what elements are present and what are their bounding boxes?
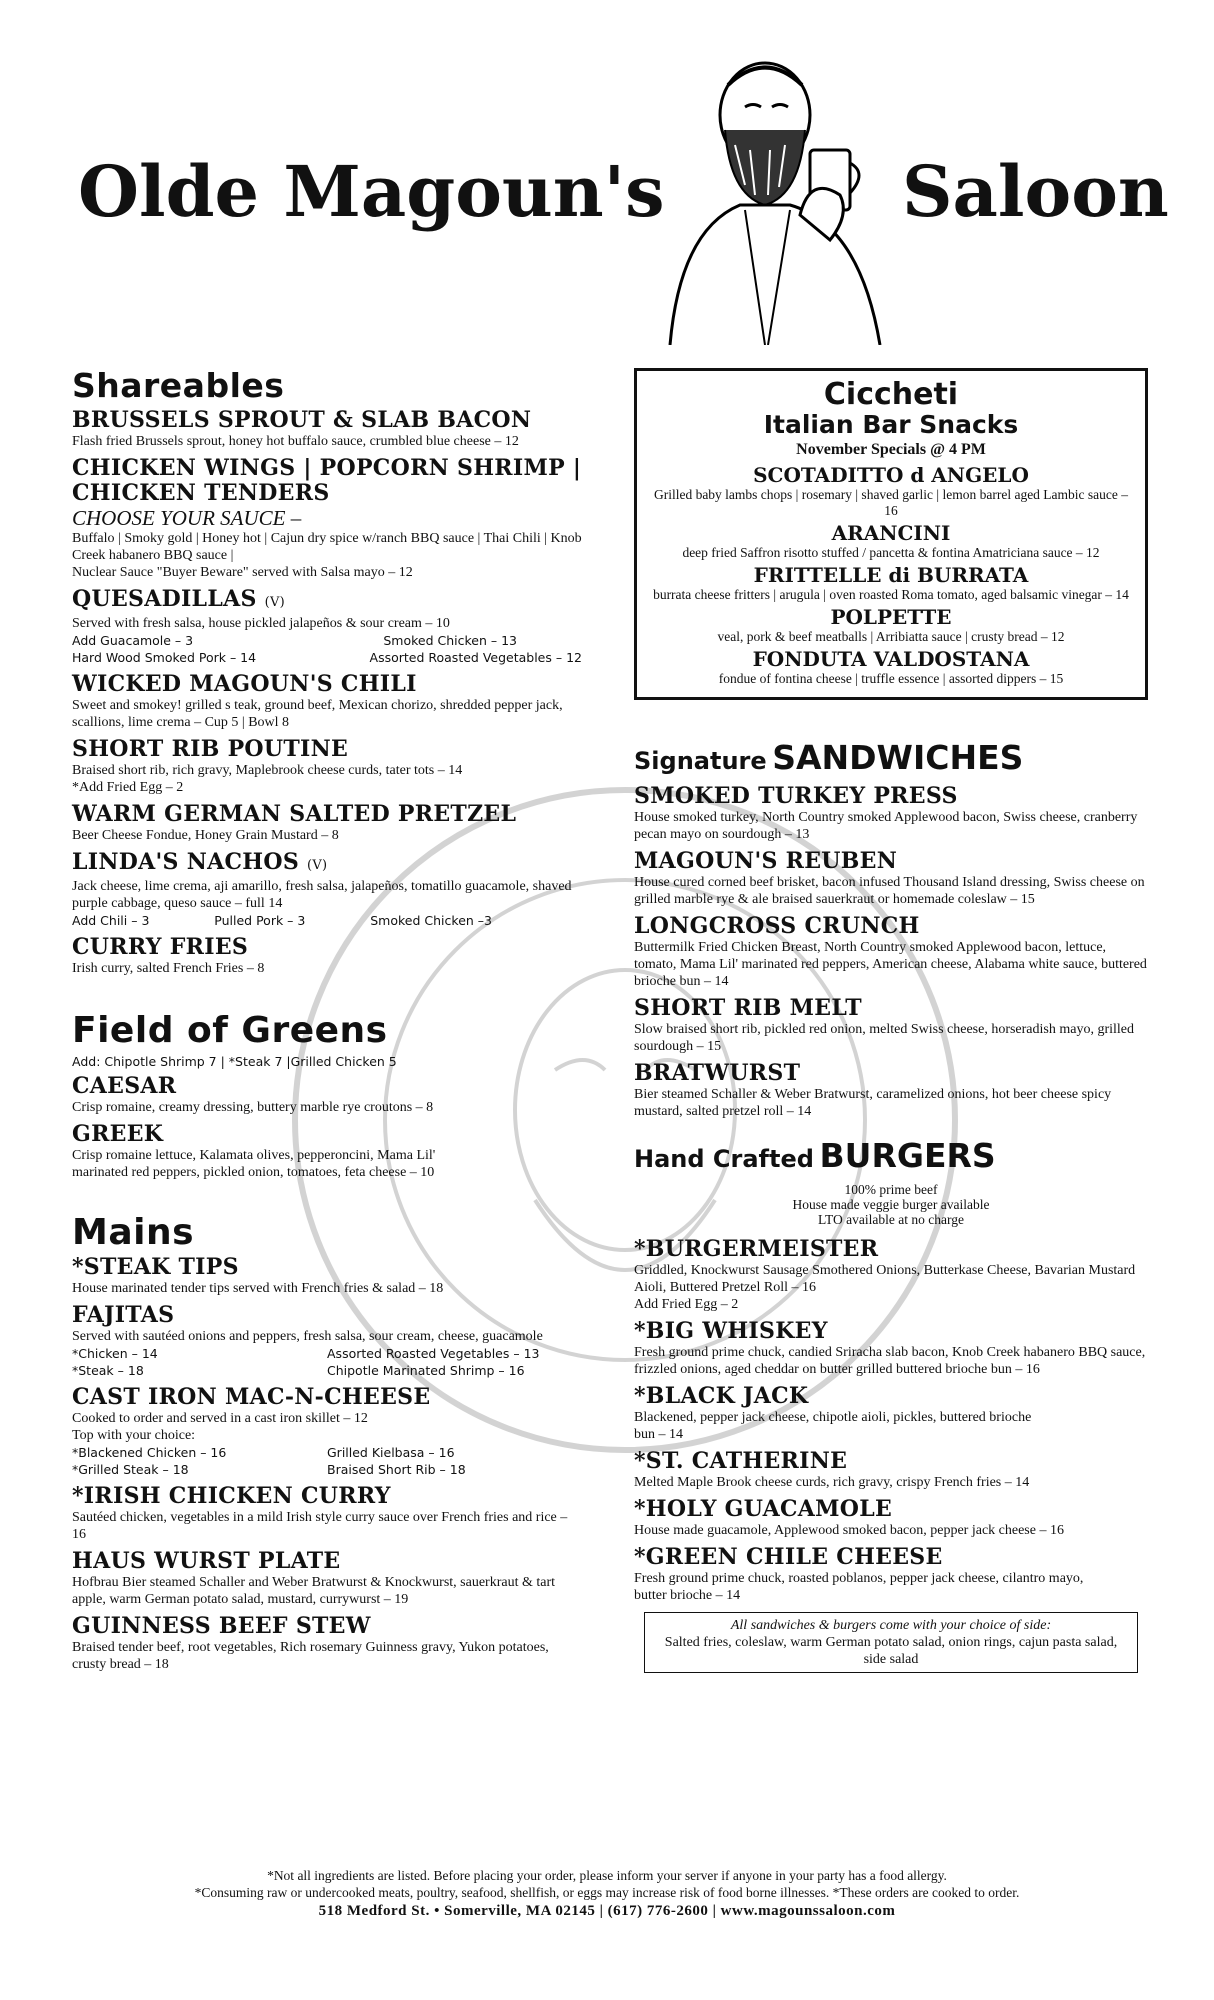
cicchetti-special: November Specials @ 4 PM — [796, 441, 986, 458]
menu-item — [72, 587, 582, 666]
option: Chipotle Marinated Shrimp – 16 — [327, 1363, 525, 1378]
menu-item — [72, 1255, 582, 1297]
item-desc: Braised short rib, rich gravy, Maplebrook cheese curds, tater tots – 14 — [72, 763, 463, 778]
option: *Chicken – 14 — [72, 1346, 158, 1361]
menu-item — [634, 914, 1148, 990]
item-name: *GREEN CHILE CHEESE — [634, 1544, 943, 1570]
item-name: CURRY FRIES — [72, 934, 249, 960]
item-name: HAUS WURST PLATE — [72, 1548, 341, 1574]
vegetarian-tag: (V) — [307, 858, 328, 873]
item-desc: Fresh ground prime chuck, roasted poblanos, pepper jack cheese, cilantro mayo, butter brioche – 14 — [634, 1571, 1084, 1603]
item-desc: Jack cheese, lime crema, aji amarillo, fresh salsa, jalapeños, tomatillo guacamole, shaved purple cabbage, queso sauce – full 14 — [72, 879, 572, 911]
item-name: *BLACK JACK — [634, 1383, 809, 1409]
addon: Add Chili – 3 — [72, 913, 150, 928]
left-column — [72, 368, 582, 1679]
menu-item — [72, 1385, 582, 1478]
item-desc: Irish curry, salted French Fries – 8 — [72, 961, 265, 976]
menu-item — [72, 672, 582, 731]
item-desc: Grilled baby lambs chops | rosemary | shaved garlic | lemon barrel aged Lambic sauce – 16 — [653, 487, 1129, 518]
addon: *Add Fried Egg – 2 — [72, 780, 184, 795]
item-desc: Blackened, pepper jack cheese, chipotle aioli, pickles, buttered brioche bun – 14 — [634, 1410, 1032, 1442]
item-desc: veal, pork & beef meatballs | Arribiatta sauce | crusty bread – 12 — [717, 629, 1065, 644]
sandwiches-title-small: Signature — [634, 747, 767, 775]
mains-title: Mains — [72, 1212, 195, 1253]
menu-item — [634, 1497, 1148, 1539]
option: *Steak – 18 — [72, 1363, 144, 1378]
shareables-title: Shareables — [72, 366, 285, 405]
item-name: BRUSSELS SPROUT & SLAB BACON — [72, 407, 532, 433]
item-desc: Slow braised short rib, pickled red onion, melted Swiss cheese, horseradish mayo, grilled sourdough – 15 — [634, 1022, 1135, 1054]
raw-food-notice: *Consuming raw or undercooked meats, poultry, seafood, shellfish, or eggs may increase risk of food borne illnesses. *These orders are cooked to order. — [194, 1885, 1020, 1900]
menu-item — [72, 408, 582, 450]
item-name: *HOLY GUACAMOLE — [634, 1496, 893, 1522]
item-name: FAJITAS — [72, 1302, 175, 1328]
sauce-list: Buffalo | Smoky gold | Honey hot | Cajun dry spice w/ranch BBQ sauce | Thai Chili | Knob Creek habanero BBQ sauce | — [72, 531, 582, 563]
option: *Blackened Chicken – 16 — [72, 1445, 227, 1460]
item-desc: deep fried Saffron risotto stuffed / pancetta & fontina Amatriciana sauce – 12 — [682, 545, 1100, 560]
logo-title-right: Saloon — [902, 150, 1169, 233]
item-desc: Melted Maple Brook cheese curds, rich gravy, crispy French fries – 14 — [634, 1475, 1030, 1490]
item-name: WICKED MAGOUN'S CHILI — [72, 671, 417, 697]
item-desc: Braised tender beef, root vegetables, Rich rosemary Guinness gravy, Yukon potatoes, crusty bread – 18 — [72, 1640, 549, 1672]
item-name: CAESAR — [72, 1073, 177, 1099]
menu-item — [72, 1614, 582, 1673]
menu-item — [72, 1122, 582, 1181]
item-name: *STEAK TIPS — [72, 1254, 239, 1280]
item-desc: House cured corned beef brisket, bacon infused Thousand Island dressing, Swiss cheese on grilled marble rye & ale braised sauerkraut or homemade coleslaw – 15 — [634, 875, 1145, 907]
item-name: ARANCINI — [831, 521, 951, 545]
vegetarian-tag: (V) — [264, 595, 286, 610]
menu-item — [634, 1319, 1148, 1378]
item-name: SMOKED TURKEY PRESS — [634, 783, 958, 809]
menu-item — [634, 1061, 1148, 1120]
item-desc: House smoked turkey, North Country smoked Applewood bacon, Swiss cheese, cranberry pecan mayo on sourdough – 13 — [634, 810, 1138, 842]
addon: Add Fried Egg – 2 — [634, 1297, 739, 1312]
item-desc: Cooked to order and served in a cast iron skillet – 12 — [72, 1411, 368, 1426]
menu-item — [634, 784, 1148, 843]
right-column — [634, 368, 1148, 1673]
item-desc: House made guacamole, Applewood smoked bacon, pepper jack cheese – 16 — [634, 1523, 1064, 1538]
menu-item — [634, 849, 1148, 908]
item-desc: burrata cheese fritters | arugula | oven roasted Roma tomato, aged balsamic vinegar – 14 — [653, 587, 1129, 602]
option: Braised Short Rib – 18 — [327, 1462, 466, 1477]
addon: Assorted Roasted Vegetables – 12 — [369, 650, 582, 665]
cicchetti-box — [634, 368, 1148, 700]
nuclear-sauce: Nuclear Sauce "Buyer Beware" served with Salsa mayo – 12 — [72, 565, 413, 580]
menu-item — [634, 996, 1148, 1055]
item-name: SHORT RIB POUTINE — [72, 736, 349, 762]
addon: Smoked Chicken – 13 — [383, 633, 517, 648]
item-desc: Crisp romaine, creamy dressing, buttery marble rye croutons – 8 — [72, 1100, 434, 1115]
burgers-title-large: BURGERS — [819, 1136, 996, 1175]
addon: Add Guacamole – 3 — [72, 633, 194, 648]
menu-item — [72, 1484, 582, 1543]
menu-item — [634, 1384, 1148, 1443]
allergy-notice: *Not all ingredients are listed. Before placing your order, please inform your server if anyone in your party has a food allergy. — [267, 1868, 947, 1883]
item-desc: Sautéed chicken, vegetables in a mild Irish style curry sauce over French fries and rice – 16 — [72, 1510, 568, 1542]
item-name: WARM GERMAN SALTED PRETZEL — [72, 801, 517, 827]
sides-box — [644, 1612, 1138, 1673]
burgers-notes — [634, 1182, 1148, 1227]
item-name: SCOTADITTO d ANGELO — [753, 463, 1029, 487]
item-desc: Crisp romaine lettuce, Kalamata olives, pepperoncini, Mama Lil' marinated red peppers, pickled onion, tomatoes, feta cheese – 10 — [72, 1148, 436, 1180]
sandwiches-title-large: SANDWICHES — [772, 738, 1024, 777]
item-name: CAST IRON MAC-N-CHEESE — [72, 1384, 431, 1410]
item-name: CHICKEN WINGS | POPCORN SHRIMP | CHICKEN TENDERS — [72, 455, 582, 506]
cicchetti-subtitle: Italian Bar Snacks — [763, 410, 1019, 439]
item-desc: Served with sautéed onions and peppers, fresh salsa, sour cream, cheese, guacamole — [72, 1329, 543, 1344]
item-desc: Sweet and smokey! grilled s teak, ground beef, Mexican chorizo, shredded pepper jack, scallions, lime crema – Cup 5 | Bowl 8 — [72, 698, 563, 730]
menu-item — [72, 456, 582, 581]
item-name: GREEK — [72, 1121, 164, 1147]
address-line: 518 Medford St. • Somerville, MA 02145 | (617) 776-2600 | www.magounssaloon.com — [318, 1903, 896, 1919]
option: Assorted Roasted Vegetables – 13 — [327, 1346, 540, 1361]
addon: Pulled Pork – 3 — [214, 913, 306, 928]
menu-item — [72, 1549, 582, 1608]
item-desc: Hofbrau Bier steamed Schaller and Weber Bratwurst & Knockwurst, sauerkraut & tart apple, warm German potato salad, mustard, currywurst – 19 — [72, 1575, 556, 1607]
item-name: BRATWURST — [634, 1060, 801, 1086]
menu-item — [72, 1074, 582, 1116]
menu-item — [634, 1449, 1148, 1491]
item-desc: Buttermilk Fried Chicken Breast, North Country smoked Applewood bacon, lettuce, tomato, Mama Lil' marinated red peppers, American cheese, Alabama white sauce, buttered brioche bun – 14 — [634, 940, 1147, 989]
addon: Hard Wood Smoked Pork – 14 — [72, 650, 257, 665]
item-name: LONGCROSS CRUNCH — [634, 913, 920, 939]
item-desc: House marinated tender tips served with French fries & salad – 18 — [72, 1281, 444, 1296]
sauce-label: CHOOSE YOUR SAUCE – — [72, 506, 302, 530]
menu-item — [72, 737, 582, 796]
sandwiches-title — [634, 740, 1148, 782]
note: House made veggie burger available — [792, 1197, 990, 1212]
item-name: *BIG WHISKEY — [634, 1318, 828, 1344]
footer — [0, 1867, 1214, 1920]
menu-item — [634, 1237, 1148, 1313]
item-name: FONDUTA VALDOSTANA — [752, 647, 1030, 671]
burgers-title — [634, 1138, 1148, 1180]
item-name: LINDA'S NACHOS — [72, 849, 300, 875]
note: LTO available at no charge — [818, 1212, 964, 1227]
item-desc: Served with fresh salsa, house pickled jalapeños & sour cream – 10 — [72, 616, 450, 631]
menu-item — [72, 802, 582, 844]
item-desc: Flash fried Brussels sprout, honey hot buffalo sauce, crumbled blue cheese – 12 — [72, 434, 519, 449]
menu-item — [72, 850, 582, 929]
menu-item — [72, 935, 582, 977]
item-desc: Beer Cheese Fondue, Honey Grain Mustard – 8 — [72, 828, 339, 843]
bearded-man-drinking-icon — [650, 45, 900, 345]
menu-item — [634, 1545, 1148, 1604]
item-name: *IRISH CHICKEN CURRY — [72, 1483, 391, 1509]
cicchetti-title: Ciccheti — [823, 377, 959, 412]
menu-item — [72, 1303, 582, 1379]
option: *Grilled Steak – 18 — [72, 1462, 189, 1477]
sides-heading: All sandwiches & burgers come with your choice of side: — [730, 1618, 1052, 1633]
item-name: QUESADILLAS — [72, 586, 257, 612]
item-desc: Top with your choice: — [72, 1428, 196, 1443]
item-name: *ST. CATHERINE — [634, 1448, 848, 1474]
item-name: MAGOUN'S REUBEN — [634, 848, 898, 874]
note: 100% prime beef — [844, 1182, 938, 1197]
item-desc: Bier steamed Schaller & Weber Bratwurst, caramelized onions, hot beer cheese spicy mustard, salted pretzel roll – 14 — [634, 1087, 1112, 1119]
item-desc: Griddled, Knockwurst Sausage Smothered Onions, Butterkase Cheese, Bavarian Mustard Aioli, Buttered Pretzel Roll – 16 — [634, 1263, 1136, 1295]
item-desc: fondue of fontina cheese | truffle essence | assorted dippers – 15 — [718, 671, 1064, 686]
option: Grilled Kielbasa – 16 — [327, 1445, 455, 1460]
sides-list: Salted fries, coleslaw, warm German potato salad, onion rings, cajun pasta salad, side salad — [664, 1635, 1118, 1667]
item-name: POLPETTE — [830, 605, 952, 629]
greens-addons: Add: Chipotle Shrimp 7 | *Steak 7 |Grilled Chicken 5 — [72, 1054, 397, 1069]
burgers-title-small: Hand Crafted — [634, 1145, 814, 1173]
item-name: GUINNESS BEEF STEW — [72, 1613, 371, 1639]
item-desc: Fresh ground prime chuck, candied Sriracha slab bacon, Knob Creek habanero BBQ sauce, frizzled onions, aged cheddar on butter grilled buttered brioche bun – 16 — [634, 1345, 1146, 1377]
item-name: FRITTELLE di BURRATA — [753, 563, 1029, 587]
greens-title: Field of Greens — [72, 1010, 388, 1051]
item-name: SHORT RIB MELT — [634, 995, 862, 1021]
addon: Smoked Chicken –3 — [370, 913, 492, 928]
item-name: *BURGERMEISTER — [634, 1236, 879, 1262]
logo-title-left: Olde Magoun's — [78, 150, 665, 233]
